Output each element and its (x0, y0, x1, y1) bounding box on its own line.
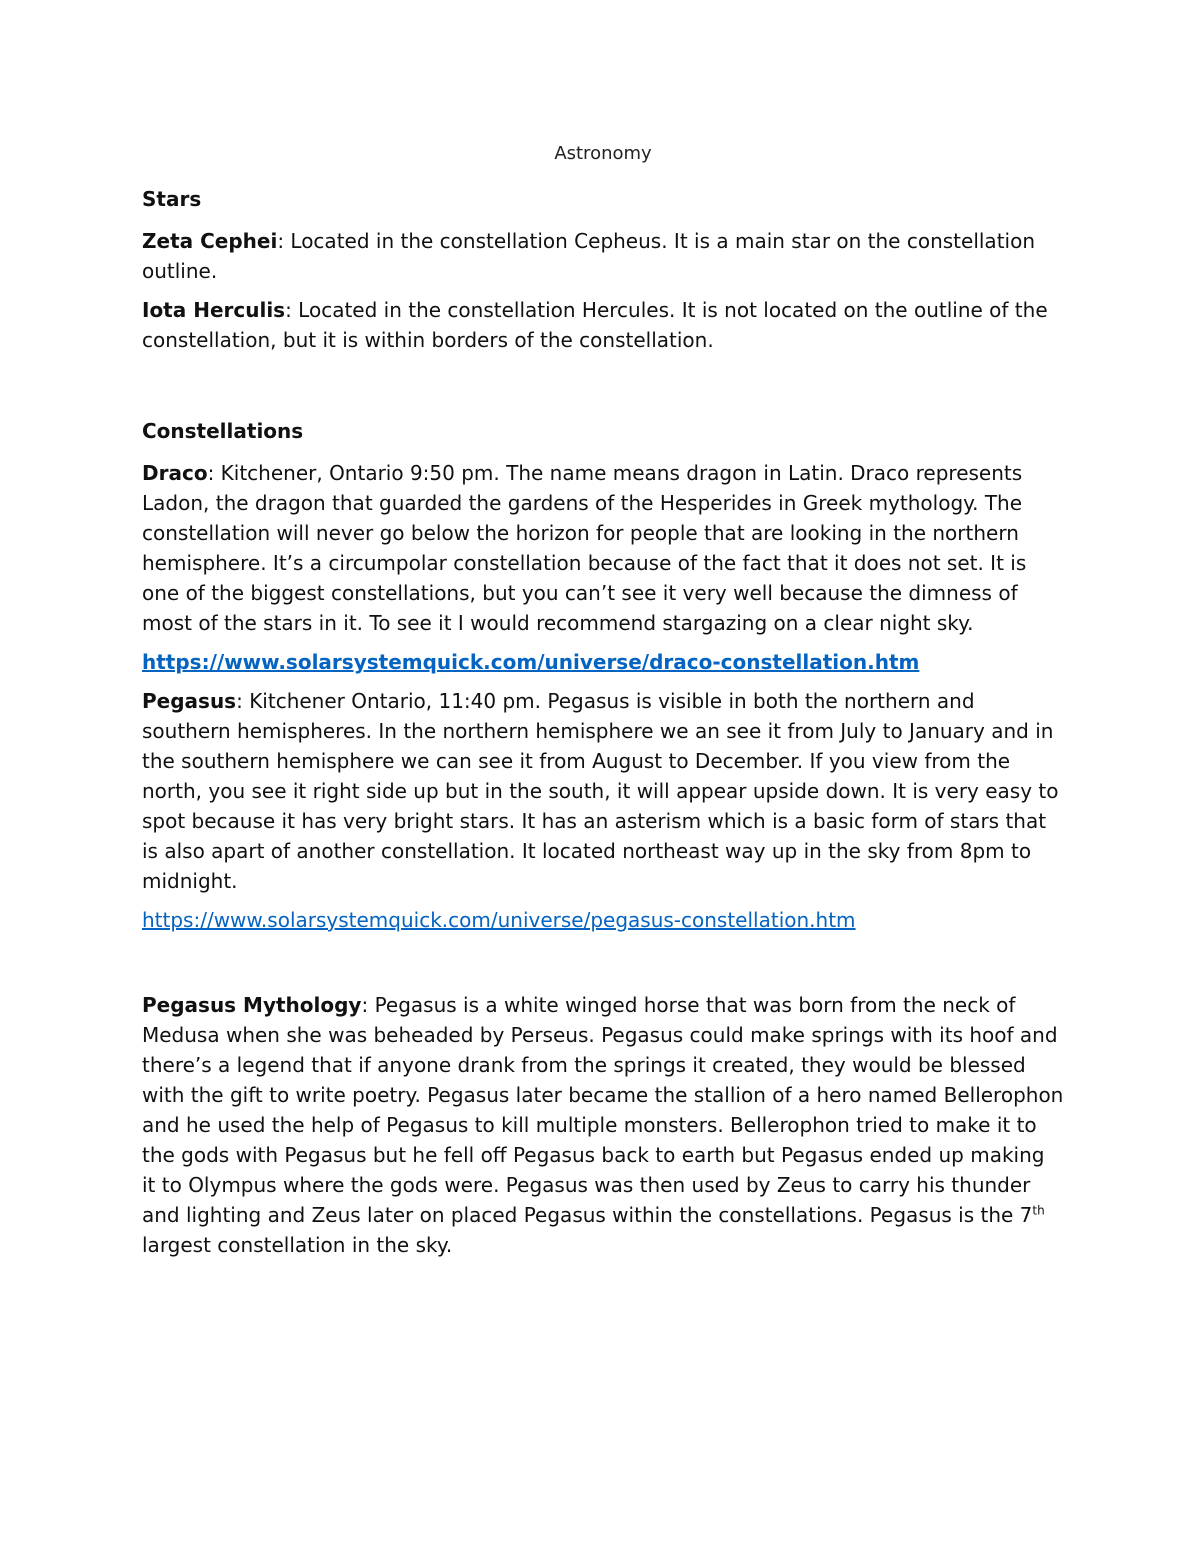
constellation-entry-draco (142, 458, 1064, 638)
pegasus-source-link[interactable]: https://www.solarsystemquick.com/universe/pegasus-constellation.htm (142, 908, 856, 932)
draco-source-link[interactable]: https://www.solarsystemquick.com/universe/draco-constellation.htm (142, 650, 920, 674)
section-spacer (142, 364, 1064, 416)
document-page (142, 140, 1064, 1269)
star-entry-iota-herculis (142, 295, 1064, 355)
document-title: Astronomy (554, 143, 652, 164)
stars-heading: Stars (142, 187, 202, 211)
constellation-description: : Kitchener Ontario, 11:40 pm. Pegasus is visible in both the northern and southern hemispheres. In the northern hemisphere we an see it from July to January and in the southern hemisphere we can see it from August to December. If you view from the north, you see it right side up but in the south, it will appear upside down. It is very easy to spot because it has very bright stars. It has an asterism which is a basic form of stars that is also apart of another constellation. It located northeast way up in the sky from 8pm to midnight. (142, 689, 1059, 893)
mythology-description: : Pegasus is a white winged horse that was born from the neck of Medusa when she was beheaded by Perseus. Pegasus could make springs with its hoof and there’s a legend that if anyone drank from the springs it created, they would be blessed with the gift to write poetry. Pegasus later became the stallion of a hero named Bellerophon and he used the help of Pegasus to kill multiple monsters. Bellerophon tried to make it to the gods with Pegasus but he fell off Pegasus back to earth but Pegasus ended up making it to Olympus where the gods were. Pegasus was then used by Zeus to carry his thunder and lighting and Zeus later on placed Pegasus within the constellations. Pegasus is the 7 (142, 993, 1064, 1227)
mythology-term: Pegasus Mythology (142, 993, 362, 1017)
section-spacer (142, 944, 1064, 990)
star-description: : Located in the constellation Hercules. It is not located on the outline of the constellation, but it is within borders of the constellation. (142, 298, 1048, 352)
constellation-entry-pegasus (142, 686, 1064, 896)
constellations-heading: Constellations (142, 419, 304, 443)
ordinal-superscript: th (1032, 1203, 1045, 1218)
star-description: : Located in the constellation Cepheus. It is a main star on the constellation outline. (142, 229, 1035, 283)
star-entry-zeta-cephei (142, 226, 1064, 286)
star-term: Iota Herculis (142, 298, 286, 322)
star-term: Zeta Cephei (142, 229, 278, 253)
constellation-description: : Kitchener, Ontario 9:50 pm. The name means dragon in Latin. Draco represents Ladon, the dragon that guarded the gardens of the Hesperides in Greek mythology. The constellation will never go below the horizon for people that are looking in the northern hemisphere. It’s a circumpolar constellation because of the fact that it does not set. It is one of the biggest constellations, but you can’t see it very well because the dimness of most of the stars in it. To see it I would recommend stargazing on a clear night sky. (142, 461, 1027, 635)
constellation-term: Pegasus (142, 689, 237, 713)
constellation-term: Draco (142, 461, 208, 485)
constellation-entry-pegasus-mythology (142, 990, 1064, 1260)
mythology-description-tail: largest constellation in the sky. (142, 1233, 453, 1257)
